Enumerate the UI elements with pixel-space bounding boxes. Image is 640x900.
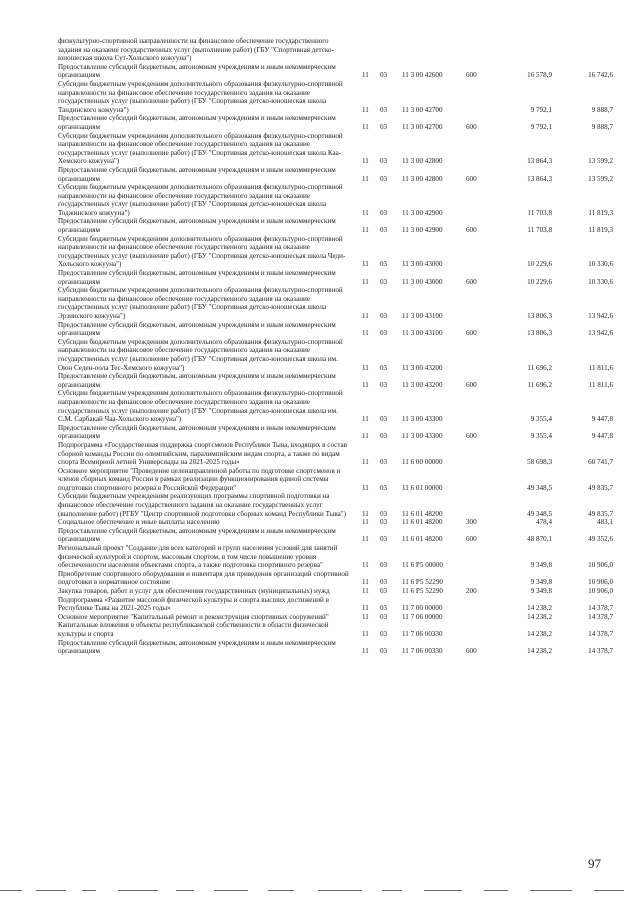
row-section-code: 11: [362, 578, 369, 587]
table-row: [58, 338, 613, 372]
row-amount-year2: 10 330,6: [588, 260, 613, 269]
row-target-article: 11 3 00 42900: [402, 208, 443, 217]
row-amount-year1: 13 864,3: [527, 174, 552, 183]
row-name: Приобретение спортивного оборудования и инвентаря для приведения организаций спортивной подготовки в нормативное состояние: [58, 569, 349, 587]
row-target-article: 11 6 P5 52290: [402, 587, 443, 595]
row-name: Субсидии бюджетным учреждениям дополнительного образования физкультурно-спортивной направленности на финансовое обеспечение государственного задания на оказание государственных услуг (выполнение работ) (ГБУ "Спортивная детско-юношеская школа Эрзинского кожууна"): [58, 286, 343, 320]
row-amount-year1: 49 348,5: [527, 483, 552, 492]
row-subsection-code: 03: [380, 105, 388, 114]
row-name: Субсидии бюджетным учреждениям дополнительного образования физкультурно-спортивной направленности на финансовое обеспечение государственного задания на оказание государственных услуг (выполнение работ) (ГБУ "Спортивная детско-юношеская школа Чеди-Хольского кожууна"): [58, 234, 346, 269]
row-expense-type: [464, 37, 492, 63]
row-name: Капитальные вложения в объекты республиканской собственности в области физической культуры и спорта: [58, 621, 329, 638]
table-row: [58, 596, 613, 613]
row-name: Основное мероприятие "Проведение целенаправленной работы по подготовке спортсменов и членов сборных команд России в рамках реализации функционирования единой системы подготовки спортивного резерва в Российской Федерации": [58, 466, 341, 492]
row-amount-year2: 16 742,6: [588, 71, 613, 80]
row-expense-type: [464, 441, 492, 467]
row-expense-type: [464, 596, 492, 613]
row-expense-type: 600: [466, 535, 477, 544]
row-amount-year2: 14 378,7: [588, 612, 613, 621]
row-amount-year1: 9 349,8: [530, 587, 552, 595]
table-row: [58, 570, 613, 587]
table-row: [58, 114, 613, 131]
row-subsection-code: 03: [380, 329, 388, 338]
row-expense-type: [464, 544, 492, 570]
row-amount-year1: [492, 37, 552, 63]
row-expense-type: [464, 183, 492, 217]
row-expense-type: [464, 613, 492, 622]
row-amount-year1: 14 238,2: [527, 604, 552, 613]
row-section-code: 11: [362, 535, 369, 544]
row-subsection-code: 03: [380, 226, 388, 235]
row-amount-year2: 9 888,7: [591, 122, 613, 131]
row-expense-type: 600: [466, 380, 477, 389]
row-name: Основное мероприятие "Капитальный ремонт и реконструкция спортивных сооружений": [58, 612, 329, 621]
row-amount-year2: 9 447,8: [591, 415, 613, 424]
row-amount-year2: 13 942,6: [588, 329, 613, 338]
row-amount-year1: 9 355,4: [530, 415, 552, 424]
row-target-article: 11 6 01 00000: [402, 483, 443, 492]
row-amount-year2: 60 741,7: [588, 458, 613, 467]
document-page: [58, 37, 613, 656]
row-target-article: 11 3 00 42800: [402, 174, 443, 183]
row-expense-type: 600: [466, 277, 477, 286]
row-name: Субсидии бюджетным учреждениям дополнительного образования физкультурно-спортивной направленности на финансовое обеспечение государственного задания на оказание государственных услуг (выполнение работ) (ГБУ "Спортивная детско-юношеская школа им. С.М. Сарбакай Чаа-Хольского кожууна"): [58, 389, 343, 424]
row-amount-year2: 11 811,6: [588, 380, 613, 389]
row-target-article: 11 3 00 43300: [402, 432, 443, 441]
row-amount-year2: 49 352,6: [588, 535, 613, 544]
row-amount-year2: 14 378,7: [588, 629, 613, 638]
row-section-code: 11: [362, 208, 369, 217]
row-subsection-code: 03: [380, 432, 388, 441]
row-name: Подпрограмма «Государственная поддержка спортсменов Республики Тыва, входящих в состав сборной команды России по олимпийским, паралимпийским видам спорта, а также по видам спорта Всемирной летней Универсиады на 2021-2025 годы»: [58, 440, 348, 467]
row-target-article: 11 7 06 00330: [402, 647, 443, 656]
row-amount-year2: 483,1: [597, 518, 613, 527]
table-row: [58, 372, 613, 389]
row-amount-year2: 49 835,7: [588, 483, 613, 492]
row-target-article: 11 3 00 42800: [402, 157, 443, 166]
row-name: Предоставление субсидий бюджетным, автономным учреждениям и иным некоммерческим организациям: [58, 217, 336, 235]
row-target-article: [400, 37, 464, 63]
row-target-article: 11 6 01 48200: [402, 509, 443, 518]
row-section-code: 11: [362, 612, 369, 621]
table-row: [58, 132, 613, 166]
row-subsection-code: 03: [380, 312, 388, 320]
row-expense-type: 600: [466, 174, 477, 183]
row-target-article: 11 7 06 00000: [402, 612, 443, 621]
row-amount-year1: 14 238,2: [527, 612, 552, 621]
row-target-article: 11 6 01 48200: [402, 535, 443, 544]
row-amount-year2: 9 888,7: [591, 105, 613, 114]
row-expense-type: 600: [466, 71, 477, 80]
row-target-article: 11 3 00 42700: [402, 105, 443, 114]
row-amount-year1: 16 578,9: [527, 71, 552, 80]
row-section-code: [360, 37, 378, 63]
row-name: Предоставление субсидий бюджетным, автономным учреждениям и иным некоммерческим организациям: [58, 269, 336, 286]
row-name: Предоставление субсидий бюджетным, автономным учреждениям и иным некоммерческим организациям: [58, 114, 336, 131]
row-amount-year1: 11 703,8: [527, 208, 552, 217]
row-expense-type: [464, 80, 492, 114]
row-target-article: 11 3 00 42700: [402, 122, 443, 131]
row-target-article: 11 7 06 00330: [402, 629, 443, 638]
table-row: [58, 544, 613, 570]
row-expense-type: 600: [466, 329, 477, 338]
row-section-code: 11: [362, 518, 369, 527]
row-expense-type: [464, 132, 492, 166]
row-amount-year2: 9 447,8: [591, 432, 613, 441]
table-row: [58, 269, 613, 286]
row-expense-type: 600: [466, 432, 477, 441]
row-amount-year2: 10 906,0: [588, 578, 613, 587]
row-amount-year1: 14 238,2: [527, 647, 552, 656]
row-expense-type: [464, 570, 492, 587]
row-name: Предоставление субсидий бюджетным, автономным учреждениям и иным некоммерческим организациям: [58, 165, 336, 183]
row-amount-year1: 13 806,3: [527, 312, 552, 320]
scan-artifact-strip: [0, 884, 640, 900]
row-section-code: 11: [362, 329, 369, 338]
row-amount-year1: 14 238,2: [527, 629, 552, 638]
row-name: Предоставление субсидий бюджетным, автономным учреждениям и иным некоммерческим организациям: [58, 638, 336, 656]
row-section-code: 11: [362, 604, 369, 613]
row-section-code: 11: [362, 71, 369, 80]
row-expense-type: 200: [466, 587, 477, 595]
table-row: [58, 518, 613, 527]
table-row: [58, 639, 613, 656]
row-expense-type: [464, 492, 492, 518]
row-subsection-code: 03: [380, 71, 388, 80]
row-subsection-code: 03: [380, 277, 388, 286]
table-row: [58, 389, 613, 423]
row-amount-year2: 11 811,6: [588, 363, 613, 372]
row-expense-type: [464, 621, 492, 638]
table-row: [58, 527, 613, 544]
row-name: Субсидии бюджетным учреждениям дополнительного образования физкультурно-спортивной направленности на финансовое обеспечение государственного задания на оказание государственных услуг (выполнение работ) (ГБУ "Спортивная детско-юношеская школа Тандинского кожууна"): [58, 79, 343, 114]
row-name: Региональный проект "Создание для всех категорий и групп населения условий для занятий физической культурой и спортом, массовым спортом, в том числе повышение уровня обеспеченности населения объектами спорта, а также подготовка спортивного резерва": [58, 544, 338, 570]
row-name: Предоставление субсидий бюджетным, автономным учреждениям и иным некоммерческим организациям: [58, 423, 336, 441]
row-amount-year1: 11 696,2: [527, 363, 552, 372]
budget-table-body: [58, 37, 613, 656]
row-target-article: 11 6 P5 00000: [402, 561, 443, 570]
row-section-code: 11: [362, 432, 369, 441]
row-subsection-code: [378, 37, 400, 63]
row-section-code: 11: [362, 561, 369, 570]
row-section-code: 11: [362, 629, 369, 638]
row-target-article: 11 6 P5 52290: [402, 578, 443, 587]
row-subsection-code: 03: [380, 647, 388, 656]
row-name: Предоставление субсидий бюджетным, автономным учреждениям и иным некоммерческим организациям: [58, 526, 336, 544]
row-name: Закупка товаров, работ и услуг для обеспечения государственных (муниципальных) нужд: [58, 587, 330, 595]
table-row: [58, 621, 613, 638]
row-expense-type: [464, 235, 492, 269]
row-amount-year2: 10 906,0: [588, 587, 613, 595]
row-section-code: 11: [362, 226, 369, 235]
row-amount-year1: 48 870,1: [527, 535, 552, 544]
table-row: [58, 37, 613, 63]
row-subsection-code: 03: [380, 483, 388, 492]
row-section-code: 11: [362, 260, 369, 269]
row-amount-year2: 11 819,3: [588, 226, 613, 235]
row-subsection-code: 03: [380, 458, 388, 467]
row-amount-year1: 10 229,6: [527, 277, 552, 286]
row-subsection-code: 03: [380, 535, 388, 544]
row-subsection-code: 03: [380, 380, 388, 389]
row-amount-year2: 13 599,2: [588, 157, 613, 166]
row-amount-year2: [552, 37, 613, 63]
row-subsection-code: 03: [380, 612, 388, 621]
row-amount-year2: 13 942,6: [588, 312, 613, 320]
row-name: Субсидии бюджетным учреждениям дополнительного образования физкультурно-спортивной направленности на финансовое обеспечение государственного задания на оказание государственных услуг (выполнение работ) (ГБУ "Спортивная детско-юношеская школа Каа-Хемского кожууна"): [58, 131, 343, 166]
row-amount-year1: 11 703,8: [527, 226, 552, 235]
row-expense-type: [464, 389, 492, 423]
table-row: [58, 63, 613, 80]
row-amount-year2: 49 835,7: [588, 509, 613, 518]
row-section-code: 11: [362, 174, 369, 183]
row-target-article: 11 7 00 00000: [402, 604, 443, 613]
row-target-article: 11 3 00 43200: [402, 363, 443, 372]
row-section-code: 11: [362, 509, 369, 518]
row-amount-year1: 9 355,4: [530, 432, 552, 441]
row-amount-year1: 13 806,3: [527, 329, 552, 338]
table-row: [58, 217, 613, 234]
row-name: Субсидии бюджетным учреждениям реализующих программы спортивной подготовки на финансовое обеспечение государственного задания на оказание государственных услуг (выполнение работ) (РГБУ "Центр спортивной подготовки сборных команд Республики Тыва"): [58, 492, 347, 518]
row-amount-year2: 10 330,6: [588, 277, 613, 286]
row-section-code: 11: [362, 363, 369, 372]
row-expense-type: 300: [466, 518, 477, 527]
row-name: Субсидии бюджетным учреждениям дополнительного образования физкультурно-спортивной направленности на финансовое обеспечение государственного задания на оказание государственных услуг (выполнение работ) (ГБУ "Спортивная детско-юношеская школа Тоджинского кожууна"): [58, 183, 343, 217]
row-target-article: 11 6 00 00000: [402, 458, 443, 467]
row-subsection-code: 03: [380, 174, 388, 183]
row-name: Предоставление субсидий бюджетным, автономным учреждениям и иным некоммерческим организациям: [58, 62, 336, 80]
row-subsection-code: 03: [380, 157, 388, 166]
row-target-article: 11 3 00 43000: [402, 277, 443, 286]
row-subsection-code: 03: [380, 122, 388, 131]
budget-table: [58, 37, 613, 656]
row-amount-year2: 11 819,3: [588, 208, 613, 217]
row-amount-year2: 14 378,7: [588, 647, 613, 656]
row-amount-year1: 13 864,3: [527, 157, 552, 166]
row-name: Субсидии бюджетным учреждениям дополнительного образования физкультурно-спортивной направленности на финансовое обеспечение государственного задания на оказание государственных услуг (выполнение работ) (ГБУ "Спортивная детско-юношеская школа им. Оюн Седен-оола Тес-Хемского кожууна"): [58, 337, 343, 372]
row-amount-year1: 58 698,3: [527, 458, 552, 467]
row-name: Предоставление субсидий бюджетным, автономным учреждениям и иным некоммерческим организациям: [58, 320, 336, 338]
table-row: [58, 321, 613, 338]
row-expense-type: [464, 338, 492, 372]
row-amount-year2: 13 599,2: [588, 174, 613, 183]
table-row: [58, 613, 613, 622]
page-number: 97: [588, 856, 601, 871]
row-subsection-code: 03: [380, 561, 388, 570]
row-target-article: 11 3 00 42900: [402, 226, 443, 235]
row-target-article: 11 3 00 43300: [402, 415, 443, 424]
table-row: [58, 166, 613, 183]
row-subsection-code: 03: [380, 587, 388, 595]
row-section-code: 11: [362, 105, 369, 114]
row-expense-type: [464, 286, 492, 320]
row-subsection-code: 03: [380, 363, 388, 372]
row-subsection-code: 03: [380, 208, 388, 217]
row-expense-type: 600: [466, 122, 477, 131]
row-amount-year1: 9 349,8: [530, 561, 552, 570]
row-subsection-code: 03: [380, 509, 388, 518]
row-name: физкультурно-спортивной направленности на финансовое обеспечение государственного задания на оказание государственных услуг (выполнение работ) (ГБУ "Спортивная детско-юношеская школа Сут-Хольского кожууна"): [58, 37, 334, 63]
row-subsection-code: 03: [380, 629, 388, 638]
row-section-code: 11: [362, 415, 369, 424]
row-section-code: 11: [362, 122, 369, 131]
row-expense-type: [464, 467, 492, 493]
row-amount-year1: 478,4: [536, 518, 552, 527]
row-target-article: 11 3 00 42600: [402, 71, 443, 80]
row-subsection-code: 03: [380, 578, 388, 587]
table-row: [58, 492, 613, 518]
row-target-article: 11 3 00 43000: [402, 260, 443, 269]
row-amount-year1: 9 792,1: [530, 122, 552, 131]
row-subsection-code: 03: [380, 260, 388, 269]
row-amount-year1: 11 696,2: [527, 380, 552, 389]
row-section-code: 11: [362, 277, 369, 286]
row-name: Предоставление субсидий бюджетным, автономным учреждениям и иным некоммерческим организациям: [58, 372, 336, 389]
row-section-code: 11: [362, 483, 369, 492]
row-section-code: 11: [362, 587, 369, 595]
row-amount-year1: 9 792,1: [530, 105, 552, 114]
row-section-code: 11: [362, 312, 369, 320]
table-row: [58, 183, 613, 217]
row-section-code: 11: [362, 647, 369, 656]
row-section-code: 11: [362, 458, 369, 467]
table-row: [58, 441, 613, 467]
row-target-article: 11 3 00 43100: [402, 312, 443, 320]
row-name: Подпрограмма «Развитие массовой физической культуры и спорта высших достижений в Республике Тыва на 2021-2025 годы»: [58, 595, 329, 613]
row-subsection-code: 03: [380, 518, 388, 527]
table-row: [58, 467, 613, 493]
table-row: [58, 587, 613, 596]
row-subsection-code: 03: [380, 415, 388, 424]
row-expense-type: 600: [466, 647, 477, 656]
row-target-article: 11 3 00 43100: [402, 329, 443, 338]
row-amount-year2: 10 906,0: [588, 561, 613, 570]
table-row: [58, 286, 613, 320]
table-row: [58, 80, 613, 114]
row-amount-year1: 49 348,5: [527, 509, 552, 518]
row-subsection-code: 03: [380, 604, 388, 613]
row-target-article: 11 6 01 48200: [402, 518, 443, 527]
row-section-code: 11: [362, 380, 369, 389]
row-name: Социальное обеспечение и иные выплаты населению: [58, 518, 220, 527]
table-row: [58, 235, 613, 269]
row-target-article: 11 3 00 43200: [402, 380, 443, 389]
row-amount-year1: 9 349,8: [530, 578, 552, 587]
table-row: [58, 424, 613, 441]
row-expense-type: 600: [466, 226, 477, 235]
row-section-code: 11: [362, 157, 369, 166]
row-amount-year2: 14 378,7: [588, 604, 613, 613]
row-amount-year1: 10 229,6: [527, 260, 552, 269]
